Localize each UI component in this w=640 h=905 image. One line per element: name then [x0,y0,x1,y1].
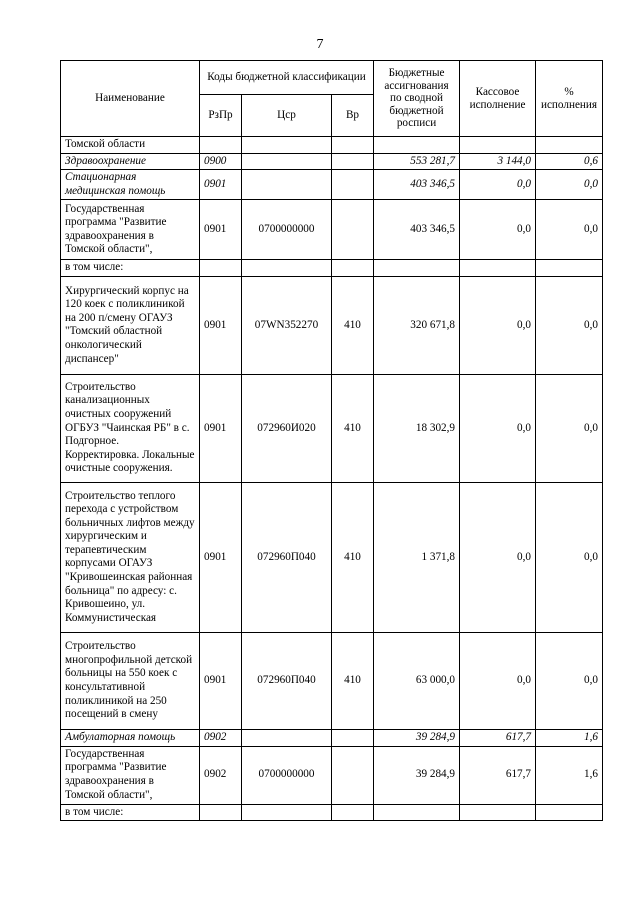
row-name-cell: Томской области [61,137,200,154]
row-percent-cell: 0,0 [536,276,603,374]
row-name-cell: Строительство теплого перехода с устройством больничных лифтов между хирургическим и терапевтическим корпусами ОГАУЗ "Кривошеинская районная больница" по адресу: с. Кривошеино, ул. Коммунистическая [61,482,200,632]
row-percent-cell: 0,0 [536,170,603,200]
header-vr: Вр [332,95,374,137]
row-rzpr-cell: 0901 [200,482,242,632]
row-name-cell: Государственная программа "Развитие здравоохранения в Томской области", [61,746,200,804]
header-csr: Цср [242,95,332,137]
row-percent-cell: 0,6 [536,153,603,170]
row-percent-cell [536,137,603,154]
row-csr-cell: 07WN352270 [242,276,332,374]
row-percent-cell [536,804,603,821]
budget-execution-table [60,60,603,821]
row-rzpr-cell: 0901 [200,374,242,482]
row-rzpr-cell: 0901 [200,170,242,200]
row-vr-cell [332,153,374,170]
row-allocation-cell: 18 302,9 [374,374,460,482]
table-row [61,729,603,746]
row-allocation-cell: 403 346,5 [374,200,460,260]
row-name-cell: Строительство канализационных очистных сооружений ОГБУЗ "Чаинская РБ" в с. Подгорное. Корректировка. Локальные очистные сооружения. [61,374,200,482]
row-percent-cell: 1,6 [536,746,603,804]
row-cash-cell [460,137,536,154]
row-csr-cell: 072960И020 [242,374,332,482]
row-vr-cell [332,137,374,154]
table-row [61,276,603,374]
row-allocation-cell [374,137,460,154]
table-row [61,632,603,729]
row-vr-cell [332,260,374,277]
header-percent: % исполнения [536,61,603,137]
row-allocation-cell: 320 671,8 [374,276,460,374]
header-allocations: Бюджетные ассигнования по сводной бюджетной росписи [374,61,460,137]
row-vr-cell: 410 [332,632,374,729]
row-vr-cell [332,804,374,821]
row-cash-cell: 617,7 [460,729,536,746]
row-percent-cell [536,260,603,277]
row-csr-cell [242,729,332,746]
row-cash-cell: 0,0 [460,200,536,260]
row-percent-cell: 1,6 [536,729,603,746]
row-rzpr-cell: 0901 [200,276,242,374]
table-row [61,374,603,482]
row-vr-cell [332,170,374,200]
header-rzpr: РзПр [200,95,242,137]
row-csr-cell [242,260,332,277]
header-name: Наименование [61,61,200,137]
row-cash-cell [460,260,536,277]
row-csr-cell: 0700000000 [242,200,332,260]
row-rzpr-cell: 0902 [200,746,242,804]
row-name-cell: в том числе: [61,804,200,821]
header-codes-group: Коды бюджетной классификации [200,61,374,95]
row-allocation-cell: 63 000,0 [374,632,460,729]
row-rzpr-cell: 0902 [200,729,242,746]
row-percent-cell: 0,0 [536,482,603,632]
row-rzpr-cell [200,137,242,154]
table-row [61,200,603,260]
page-number: 7 [316,37,324,52]
row-name-cell: в том числе: [61,260,200,277]
row-rzpr-cell: 0900 [200,153,242,170]
row-cash-cell: 0,0 [460,632,536,729]
table-row [61,260,603,277]
row-allocation-cell: 1 371,8 [374,482,460,632]
table-row [61,170,603,200]
table-row [61,746,603,804]
row-percent-cell: 0,0 [536,374,603,482]
row-vr-cell [332,200,374,260]
row-allocation-cell: 39 284,9 [374,746,460,804]
row-vr-cell [332,729,374,746]
row-percent-cell: 0,0 [536,200,603,260]
row-rzpr-cell: 0901 [200,632,242,729]
row-name-cell: Строительство многопрофильной детской больницы на 550 коек с консультативной поликлиникой на 250 посещений в смену [61,632,200,729]
row-rzpr-cell: 0901 [200,200,242,260]
row-cash-cell: 0,0 [460,276,536,374]
row-cash-cell: 617,7 [460,746,536,804]
row-rzpr-cell [200,260,242,277]
row-allocation-cell: 553 281,7 [374,153,460,170]
row-cash-cell: 0,0 [460,482,536,632]
row-name-cell: Здравоохранение [61,153,200,170]
row-csr-cell [242,153,332,170]
table-row [61,482,603,632]
table-row [61,137,603,154]
header-cash: Кассовое исполнение [460,61,536,137]
row-cash-cell: 3 144,0 [460,153,536,170]
header-row [61,61,603,95]
table-row [61,153,603,170]
row-percent-cell: 0,0 [536,632,603,729]
row-allocation-cell [374,804,460,821]
row-csr-cell: 072960П040 [242,482,332,632]
row-cash-cell [460,804,536,821]
row-vr-cell: 410 [332,374,374,482]
row-rzpr-cell [200,804,242,821]
row-csr-cell [242,170,332,200]
row-csr-cell [242,137,332,154]
row-cash-cell: 0,0 [460,374,536,482]
row-vr-cell [332,746,374,804]
row-allocation-cell: 403 346,5 [374,170,460,200]
row-vr-cell: 410 [332,482,374,632]
row-name-cell: Амбулаторная помощь [61,729,200,746]
row-allocation-cell: 39 284,9 [374,729,460,746]
row-allocation-cell [374,260,460,277]
row-name-cell: Хирургический корпус на 120 коек с поликлиникой на 200 п/смену ОГАУЗ "Томский областной онкологический диспансер" [61,276,200,374]
row-name-cell: Стационарная медицинская помощь [61,170,200,200]
table-row [61,804,603,821]
row-cash-cell: 0,0 [460,170,536,200]
row-name-cell: Государственная программа "Развитие здравоохранения в Томской области", [61,200,200,260]
row-csr-cell [242,804,332,821]
row-csr-cell: 072960П040 [242,632,332,729]
row-csr-cell: 0700000000 [242,746,332,804]
row-vr-cell: 410 [332,276,374,374]
